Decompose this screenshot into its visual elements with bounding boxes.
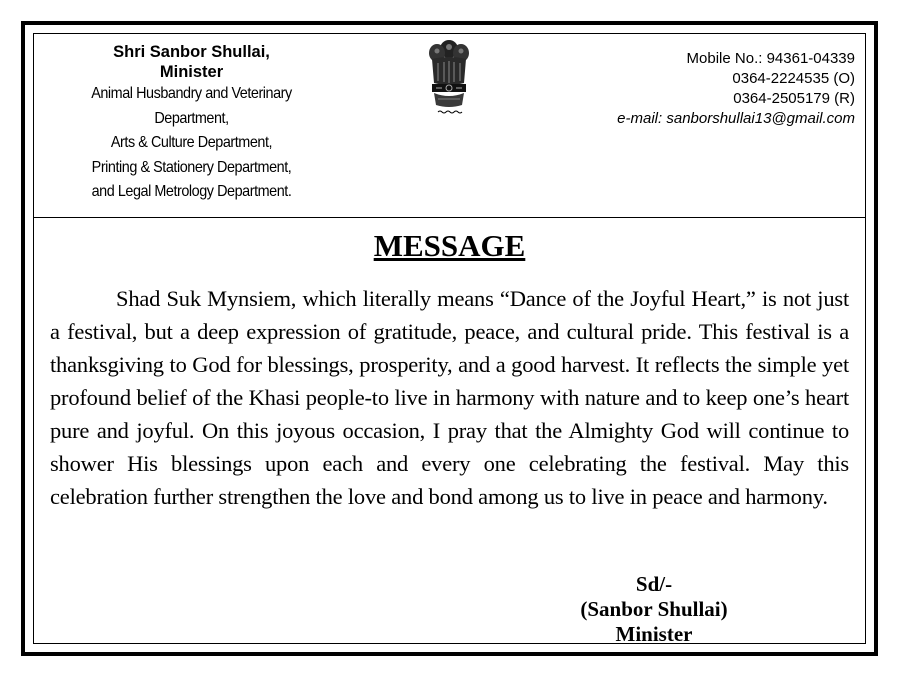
minister-name: Shri Sanbor Shullai,	[113, 43, 270, 61]
email-address: e-mail: sanborshullai13@gmail.com	[617, 110, 855, 127]
residence-phone: 0364-2505179 (R)	[733, 90, 855, 107]
department-line: Animal Husbandry and Veterinary	[91, 85, 292, 102]
minister-info	[44, 42, 339, 205]
outer-border	[21, 21, 878, 656]
inner-border	[33, 33, 866, 644]
letterhead	[34, 34, 865, 218]
minister-title: Minister	[159, 63, 224, 81]
signatory-name: (Sanbor Shullai)	[580, 597, 728, 621]
signature-sd: Sd/-	[635, 572, 673, 596]
signature-block	[534, 572, 774, 647]
mobile-number: Mobile No.: 94361-04339	[686, 50, 855, 67]
message-heading: MESSAGE	[373, 228, 526, 263]
message-body: Shad Suk Mynsiem, which literally means “Dance of the Joyful Heart,” is not just a festival, but a deep expression of gratitude, peace, and cultural pride. This festival is a thanksgiving to God for blessings, prosperity, and a good harvest. It reflects the simple yet profound belief of the Khasi people-to live in harmony with nature and to keep one’s heart pure and joyful. On this joyous occasion, I pray that the Almighty God will continue to shower His blessings upon each and every one celebrating the festival. May this celebration further strengthen the love and bond among us to live in peace and harmony.	[50, 286, 849, 509]
contact-info	[535, 49, 855, 129]
office-phone: 0364-2224535 (O)	[732, 70, 855, 87]
department-line: and Legal Metrology Department.	[91, 183, 292, 200]
department-line: Printing & Stationery Department,	[91, 158, 292, 176]
department-line: Arts & Culture Department,	[110, 134, 273, 151]
signatory-title: Minister	[615, 622, 693, 646]
department-line: Department,	[154, 109, 229, 127]
national-emblem-icon	[424, 37, 474, 117]
